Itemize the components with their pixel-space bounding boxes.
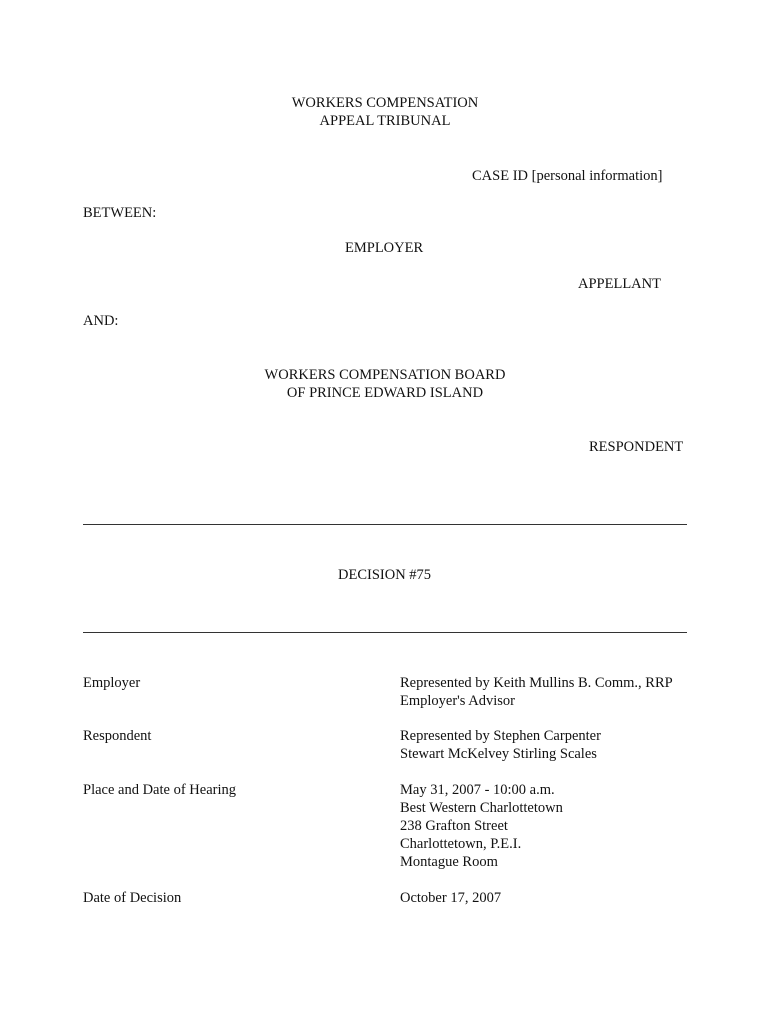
detail-value-hearing: [400, 781, 563, 871]
divider-bottom: [83, 632, 687, 633]
detail-value-line: May 31, 2007 - 10:00 a.m.: [400, 782, 555, 798]
detail-label-employer: Employer: [83, 675, 141, 691]
appellant-role: APPELLANT: [578, 276, 661, 292]
detail-value-respondent: [400, 727, 601, 763]
tribunal-header-line-1: WORKERS COMPENSATION: [291, 95, 479, 111]
tribunal-header-line-2: APPEAL TRIBUNAL: [319, 113, 451, 129]
detail-value-line: 238 Grafton Street: [400, 818, 508, 834]
detail-value-decision-date: [400, 889, 501, 907]
respondent-name-line-1: WORKERS COMPENSATION BOARD: [264, 367, 506, 383]
respondent-role: RESPONDENT: [589, 439, 684, 455]
respondent-name-line-2: OF PRINCE EDWARD ISLAND: [286, 385, 484, 401]
detail-value-line: October 17, 2007: [400, 890, 502, 906]
decision-title: DECISION #75: [338, 567, 432, 583]
detail-label-decision-date: Date of Decision: [83, 890, 182, 906]
appellant-name: EMPLOYER: [345, 240, 424, 256]
detail-value-line: Represented by Keith Mullins B. Comm., RRP: [400, 675, 673, 691]
detail-value-line: Stewart McKelvey Stirling Scales: [400, 746, 597, 762]
divider-top: [83, 524, 687, 525]
and-label: AND:: [83, 313, 119, 329]
detail-value-line: Employer's Advisor: [400, 693, 515, 709]
detail-value-line: Charlottetown, P.E.I.: [400, 836, 522, 852]
detail-value-line: Represented by Stephen Carpenter: [400, 728, 601, 744]
case-id: CASE ID [personal information]: [472, 168, 663, 184]
detail-value-line: Montague Room: [400, 854, 498, 870]
detail-value-employer: [400, 674, 673, 710]
tribunal-header: [0, 94, 770, 130]
detail-label-respondent: Respondent: [83, 728, 152, 744]
between-label: BETWEEN:: [83, 205, 157, 221]
respondent-name: [0, 366, 770, 402]
detail-label-hearing: Place and Date of Hearing: [83, 782, 236, 798]
detail-value-line: Best Western Charlottetown: [400, 800, 563, 816]
